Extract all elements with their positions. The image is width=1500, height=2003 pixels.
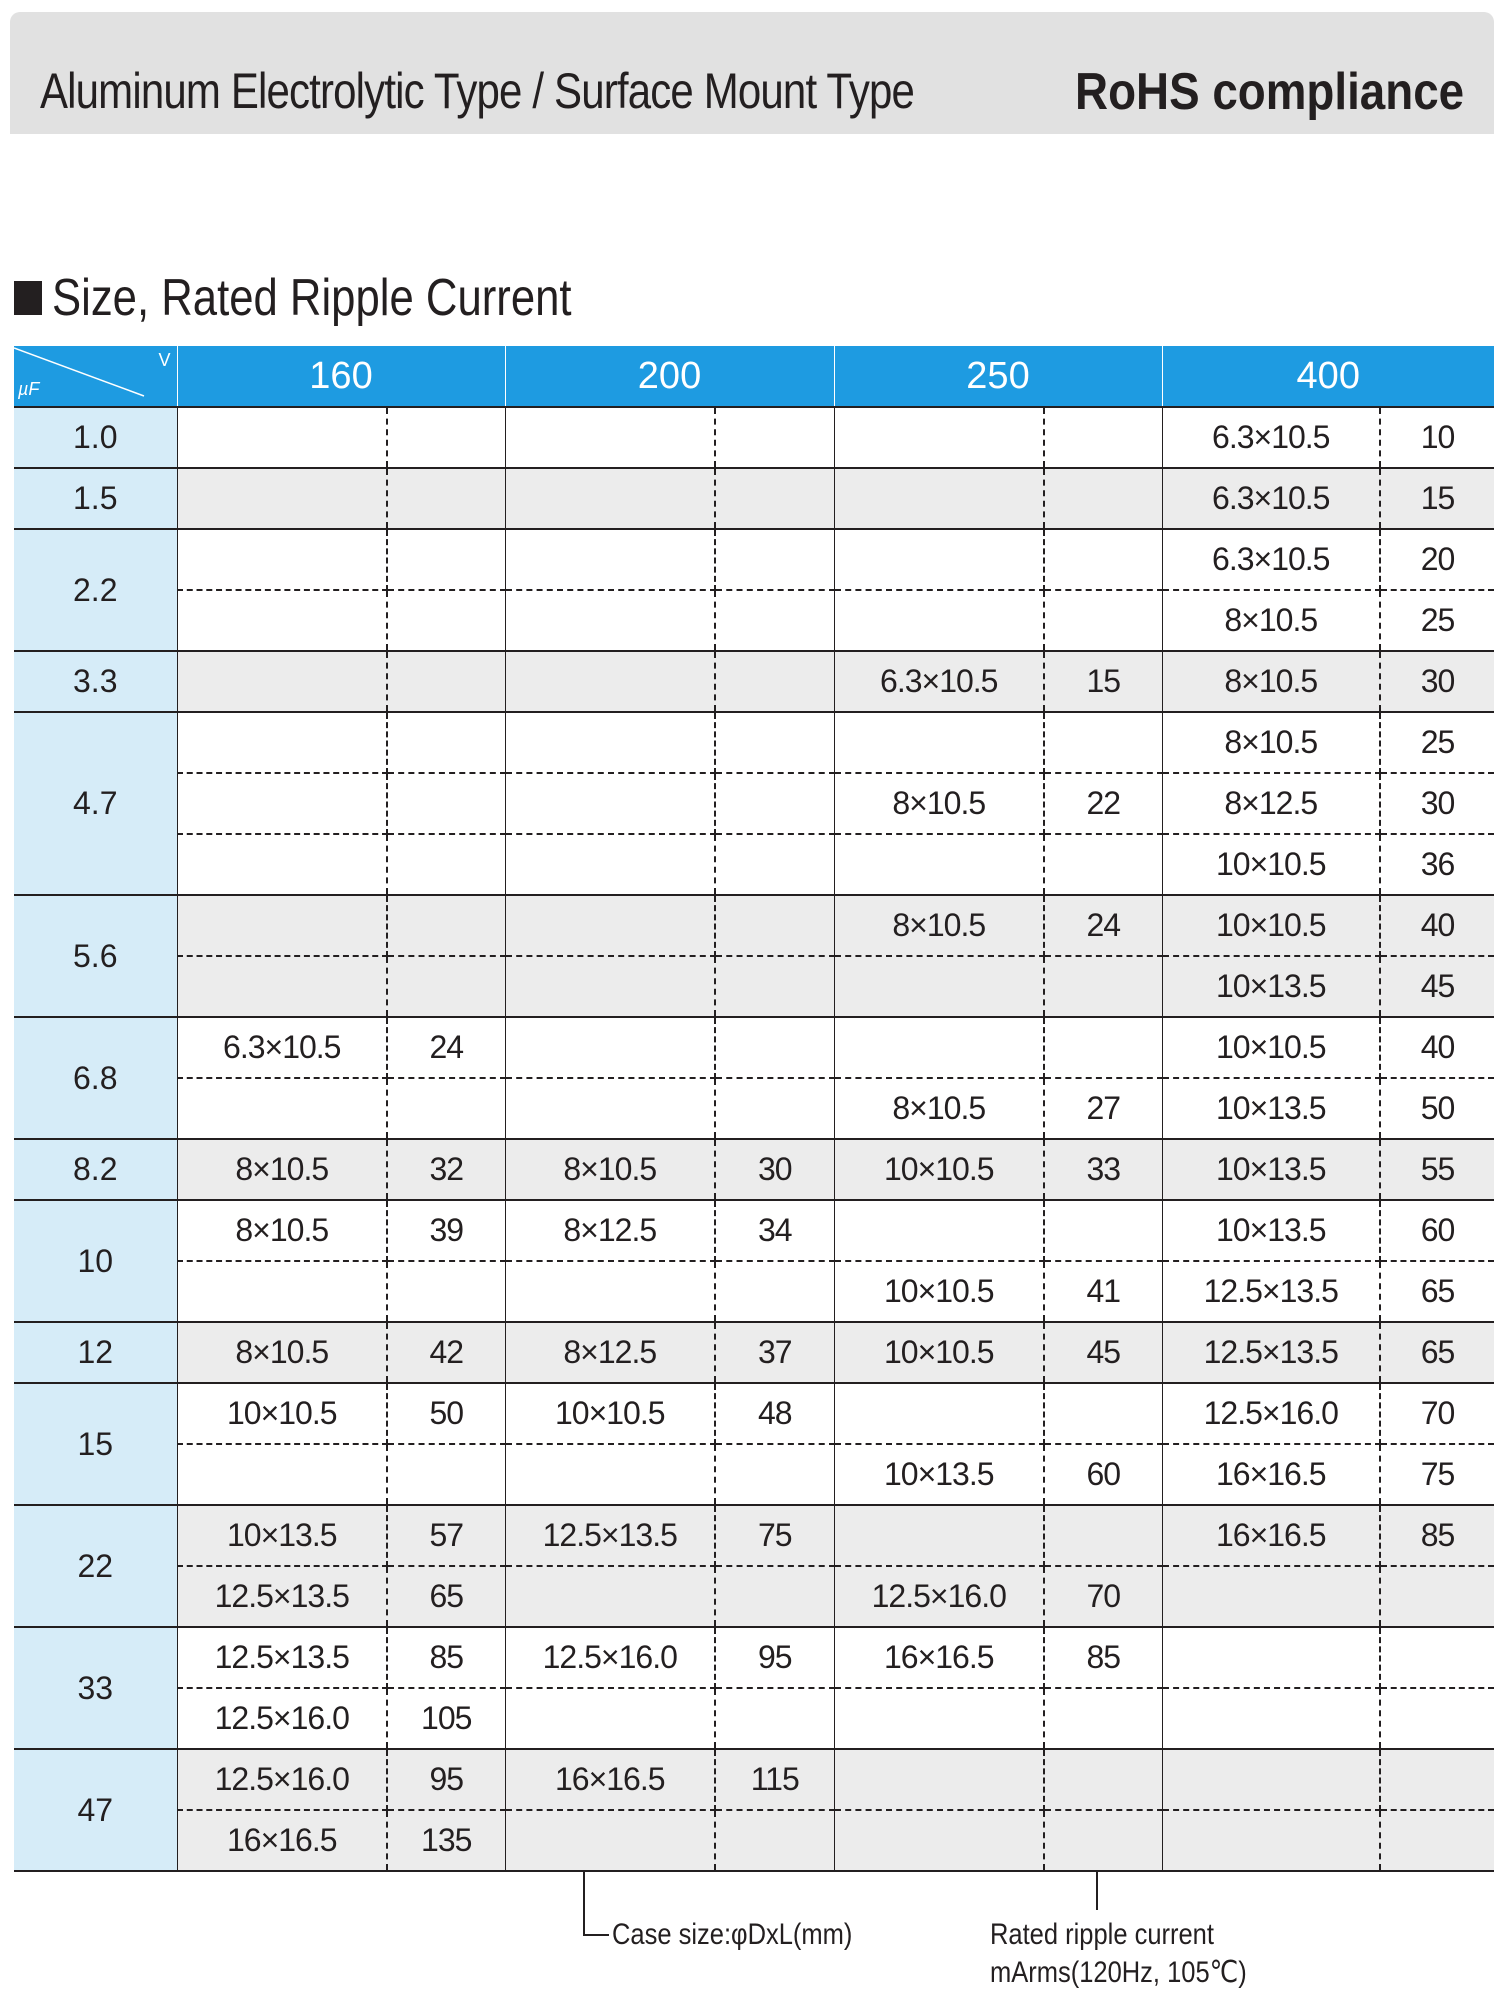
case-size-cell: 12.5×16.0 (1162, 1383, 1380, 1444)
ripple-note-line1: Rated ripple current (990, 1918, 1214, 1951)
case-size-cell: 8×10.5 (834, 773, 1044, 834)
case-size-cell: 12.5×13.5 (1162, 1322, 1380, 1383)
ripple-current-cell (715, 590, 834, 651)
ripple-current-cell: 20 (1380, 529, 1494, 590)
ripple-current-cell: 60 (1380, 1200, 1494, 1261)
case-size-cell (505, 468, 715, 529)
ripple-current-cell (1044, 1505, 1162, 1566)
capacitance-cell: 12 (14, 1322, 177, 1383)
ripple-current-cell: 37 (715, 1322, 834, 1383)
ripple-current-cell (387, 956, 505, 1017)
case-size-cell (834, 468, 1044, 529)
case-size-cell (1162, 1627, 1380, 1688)
case-size-cell (1162, 1810, 1380, 1871)
ripple-current-cell: 39 (387, 1200, 505, 1261)
case-size-cell (1162, 1566, 1380, 1627)
case-size-cell (505, 529, 715, 590)
case-size-cell (177, 1078, 387, 1139)
case-size-cell: 8×10.5 (1162, 590, 1380, 651)
ripple-current-cell: 10 (1380, 407, 1494, 468)
case-size-cell (834, 1383, 1044, 1444)
case-size-cell: 8×12.5 (1162, 773, 1380, 834)
ripple-current-cell (1044, 590, 1162, 651)
case-size-cell (505, 1444, 715, 1505)
case-size-cell: 12.5×16.0 (505, 1627, 715, 1688)
ripple-current-cell: 40 (1380, 895, 1494, 956)
case-size-cell: 8×12.5 (505, 1200, 715, 1261)
ripple-current-cell (715, 1078, 834, 1139)
ripple-current-cell (387, 407, 505, 468)
table-row (14, 1505, 1494, 1566)
case-size-cell (834, 1505, 1044, 1566)
rohs-badge: RoHS compliance (1074, 63, 1464, 121)
ripple-current-cell: 40 (1380, 1017, 1494, 1078)
ripple-current-cell (387, 468, 505, 529)
ripple-current-cell: 50 (1380, 1078, 1494, 1139)
ripple-current-cell (1380, 1749, 1494, 1810)
capacitance-cell: 47 (14, 1749, 177, 1871)
capacitance-cell: 2.2 (14, 529, 177, 651)
ripple-current-cell (1044, 529, 1162, 590)
case-size-cell (834, 834, 1044, 895)
case-size-cell: 16×16.5 (1162, 1444, 1380, 1505)
case-size-cell: 8×10.5 (834, 1078, 1044, 1139)
table-row (14, 956, 1494, 1017)
table-row (14, 1749, 1494, 1810)
ripple-current-cell: 85 (1044, 1627, 1162, 1688)
case-size-cell (1162, 1749, 1380, 1810)
bullet-square-icon (14, 281, 42, 315)
capacitance-cell: 5.6 (14, 895, 177, 1017)
ripple-current-cell: 95 (387, 1749, 505, 1810)
case-size-cell (834, 1688, 1044, 1749)
case-size-cell: 8×10.5 (505, 1139, 715, 1200)
table-row (14, 1200, 1494, 1261)
ripple-current-cell: 41 (1044, 1261, 1162, 1322)
case-size-cell: 12.5×13.5 (505, 1505, 715, 1566)
case-size-cell (177, 956, 387, 1017)
case-size-cell: 6.3×10.5 (834, 651, 1044, 712)
ripple-current-cell: 70 (1380, 1383, 1494, 1444)
table-row (14, 1688, 1494, 1749)
ripple-current-cell (1380, 1566, 1494, 1627)
ripple-current-cell (1044, 1749, 1162, 1810)
ripple-current-cell (1044, 712, 1162, 773)
case-size-cell: 12.5×13.5 (1162, 1261, 1380, 1322)
case-size-cell (177, 712, 387, 773)
voltage-header-200: 200 (505, 346, 834, 407)
ripple-current-cell (387, 834, 505, 895)
ripple-current-cell: 105 (387, 1688, 505, 1749)
case-size-cell: 10×10.5 (834, 1261, 1044, 1322)
ripple-current-cell (387, 773, 505, 834)
case-size-cell: 12.5×16.0 (177, 1749, 387, 1810)
case-size-cell: 12.5×16.0 (834, 1566, 1044, 1627)
ripple-current-cell (715, 1017, 834, 1078)
case-size-leader-line (583, 1870, 585, 1936)
case-size-cell (505, 1261, 715, 1322)
ripple-current-cell (387, 1078, 505, 1139)
voltage-header-250: 250 (834, 346, 1162, 407)
case-size-cell: 6.3×10.5 (1162, 468, 1380, 529)
case-size-cell (177, 651, 387, 712)
case-size-cell (834, 1749, 1044, 1810)
case-size-cell (834, 590, 1044, 651)
ripple-current-cell (1044, 1688, 1162, 1749)
ripple-current-cell: 65 (387, 1566, 505, 1627)
ripple-current-cell: 45 (1044, 1322, 1162, 1383)
case-size-cell: 10×13.5 (1162, 1139, 1380, 1200)
ripple-current-cell: 65 (1380, 1261, 1494, 1322)
ripple-current-cell: 45 (1380, 956, 1494, 1017)
ripple-current-cell (387, 1444, 505, 1505)
ripple-current-cell: 75 (1380, 1444, 1494, 1505)
capacitance-cell: 3.3 (14, 651, 177, 712)
ripple-current-cell: 57 (387, 1505, 505, 1566)
table-row (14, 773, 1494, 834)
capacitance-cell: 33 (14, 1627, 177, 1749)
case-size-cell (177, 1261, 387, 1322)
ripple-current-cell (715, 1444, 834, 1505)
ripple-current-cell (715, 712, 834, 773)
table-row (14, 529, 1494, 590)
case-size-cell (505, 1688, 715, 1749)
table-row (14, 712, 1494, 773)
page-header (10, 12, 1494, 134)
case-size-cell: 12.5×16.0 (177, 1688, 387, 1749)
table-corner-header (14, 346, 177, 407)
ripple-current-table (14, 346, 1494, 1872)
case-size-cell (834, 1017, 1044, 1078)
case-size-cell: 16×16.5 (834, 1627, 1044, 1688)
ripple-current-cell (1380, 1810, 1494, 1871)
case-size-cell (834, 407, 1044, 468)
ripple-current-cell: 25 (1380, 712, 1494, 773)
ripple-current-cell (715, 1688, 834, 1749)
ripple-current-cell (1044, 1383, 1162, 1444)
ripple-current-cell (715, 529, 834, 590)
case-size-cell (177, 773, 387, 834)
case-size-cell (505, 712, 715, 773)
ripple-current-cell: 22 (1044, 773, 1162, 834)
case-size-cell (834, 712, 1044, 773)
ripple-current-cell: 25 (1380, 590, 1494, 651)
ripple-current-cell: 85 (387, 1627, 505, 1688)
case-size-cell: 10×10.5 (834, 1322, 1044, 1383)
capacitance-cell: 1.0 (14, 407, 177, 468)
ripple-current-cell: 15 (1380, 468, 1494, 529)
case-size-cell: 10×13.5 (1162, 1078, 1380, 1139)
table-row (14, 1810, 1494, 1871)
table-row (14, 590, 1494, 651)
case-size-cell: 10×10.5 (505, 1383, 715, 1444)
case-size-cell: 8×10.5 (177, 1200, 387, 1261)
case-size-cell: 10×13.5 (1162, 1200, 1380, 1261)
ripple-current-cell (387, 1261, 505, 1322)
case-size-cell: 6.3×10.5 (1162, 529, 1380, 590)
ripple-current-cell: 34 (715, 1200, 834, 1261)
case-size-note: Case size:φDxL(mm) (612, 1918, 853, 1951)
case-size-cell: 8×12.5 (505, 1322, 715, 1383)
table-row (14, 1017, 1494, 1078)
case-size-cell: 8×10.5 (1162, 651, 1380, 712)
table-row (14, 1261, 1494, 1322)
capacitance-cell: 15 (14, 1383, 177, 1505)
table-row (14, 1078, 1494, 1139)
capacitance-cell: 8.2 (14, 1139, 177, 1200)
ripple-current-cell (387, 651, 505, 712)
ripple-current-cell (715, 956, 834, 1017)
table-row (14, 1322, 1494, 1383)
case-size-cell: 10×10.5 (1162, 834, 1380, 895)
capacitance-cell: 22 (14, 1505, 177, 1627)
ripple-current-cell (715, 773, 834, 834)
case-size-cell (505, 590, 715, 651)
case-size-cell: 10×10.5 (1162, 895, 1380, 956)
ripple-current-cell: 30 (1380, 773, 1494, 834)
case-size-leader-foot (583, 1934, 609, 1936)
ripple-current-cell (715, 1810, 834, 1871)
ripple-current-cell: 36 (1380, 834, 1494, 895)
ripple-current-cell: 75 (715, 1505, 834, 1566)
ripple-current-cell: 32 (387, 1139, 505, 1200)
section-heading (14, 268, 671, 328)
case-size-cell (177, 895, 387, 956)
voltage-axis-label: V (158, 350, 171, 370)
ripple-current-cell: 24 (1044, 895, 1162, 956)
ripple-current-cell: 55 (1380, 1139, 1494, 1200)
capacitance-cell: 6.8 (14, 1017, 177, 1139)
case-size-cell: 8×10.5 (1162, 712, 1380, 773)
case-size-cell: 10×10.5 (1162, 1017, 1380, 1078)
ripple-current-cell: 30 (1380, 651, 1494, 712)
ripple-current-cell (1044, 1017, 1162, 1078)
case-size-cell (177, 468, 387, 529)
case-size-cell (505, 1810, 715, 1871)
ripple-current-cell (1044, 1810, 1162, 1871)
case-size-cell (505, 895, 715, 956)
table-row (14, 895, 1494, 956)
ripple-current-cell: 48 (715, 1383, 834, 1444)
page-title: Aluminum Electrolytic Type / Surface Mount Type (40, 63, 915, 119)
case-size-cell: 16×16.5 (505, 1749, 715, 1810)
ripple-current-cell (715, 895, 834, 956)
case-size-cell (505, 834, 715, 895)
ripple-current-cell (715, 1566, 834, 1627)
ripple-current-cell (387, 895, 505, 956)
ripple-current-cell: 15 (1044, 651, 1162, 712)
table-row (14, 1627, 1494, 1688)
case-size-cell (834, 956, 1044, 1017)
ripple-current-cell (387, 712, 505, 773)
case-size-cell (505, 1078, 715, 1139)
case-size-cell: 10×13.5 (834, 1444, 1044, 1505)
ripple-current-cell: 33 (1044, 1139, 1162, 1200)
case-size-cell (505, 956, 715, 1017)
case-size-cell (834, 1810, 1044, 1871)
case-size-cell (177, 529, 387, 590)
ripple-current-cell (1380, 1688, 1494, 1749)
case-size-cell: 10×13.5 (1162, 956, 1380, 1017)
ripple-current-cell: 24 (387, 1017, 505, 1078)
case-size-cell (505, 651, 715, 712)
section-title: Size, Rated Ripple Current (52, 269, 572, 327)
ripple-current-cell: 85 (1380, 1505, 1494, 1566)
table-body (14, 407, 1494, 1871)
case-size-cell: 8×10.5 (177, 1139, 387, 1200)
case-size-cell (834, 529, 1044, 590)
ripple-current-cell (1380, 1627, 1494, 1688)
case-size-cell (505, 1566, 715, 1627)
case-size-cell: 16×16.5 (177, 1810, 387, 1871)
ripple-current-cell (1044, 956, 1162, 1017)
ripple-current-cell: 70 (1044, 1566, 1162, 1627)
table-row (14, 407, 1494, 468)
case-size-cell: 12.5×13.5 (177, 1627, 387, 1688)
capacitance-cell: 10 (14, 1200, 177, 1322)
case-size-cell (177, 1444, 387, 1505)
case-size-cell (505, 773, 715, 834)
case-size-cell: 6.3×10.5 (1162, 407, 1380, 468)
ripple-current-cell (387, 529, 505, 590)
ripple-current-cell (1044, 407, 1162, 468)
case-size-cell (177, 590, 387, 651)
case-size-cell (505, 407, 715, 468)
case-size-cell (834, 1200, 1044, 1261)
table-row (14, 834, 1494, 895)
capacitance-cell: 1.5 (14, 468, 177, 529)
ripple-current-cell: 65 (1380, 1322, 1494, 1383)
case-size-cell: 10×10.5 (834, 1139, 1044, 1200)
case-size-cell (177, 834, 387, 895)
ripple-leader-line (1096, 1870, 1098, 1910)
ripple-current-cell (715, 834, 834, 895)
ripple-current-cell (715, 651, 834, 712)
ripple-current-cell: 42 (387, 1322, 505, 1383)
ripple-current-cell (387, 590, 505, 651)
ripple-current-cell (715, 1261, 834, 1322)
voltage-header-160: 160 (177, 346, 505, 407)
ripple-current-cell: 60 (1044, 1444, 1162, 1505)
ripple-current-cell (1044, 468, 1162, 529)
case-size-cell: 6.3×10.5 (177, 1017, 387, 1078)
ripple-current-cell (1044, 1200, 1162, 1261)
table-row (14, 1383, 1494, 1444)
capacitance-axis-label: µF (18, 379, 40, 399)
case-size-cell: 12.5×13.5 (177, 1566, 387, 1627)
ripple-current-cell: 95 (715, 1627, 834, 1688)
ripple-note-line2: mArms(120Hz, 105℃) (990, 1956, 1247, 1989)
ripple-current-cell: 50 (387, 1383, 505, 1444)
table-row (14, 1566, 1494, 1627)
ripple-current-cell (1044, 834, 1162, 895)
case-size-cell (177, 407, 387, 468)
case-size-cell: 10×13.5 (177, 1505, 387, 1566)
case-size-cell: 16×16.5 (1162, 1505, 1380, 1566)
case-size-cell: 8×10.5 (177, 1322, 387, 1383)
ripple-current-cell: 27 (1044, 1078, 1162, 1139)
case-size-cell: 8×10.5 (834, 895, 1044, 956)
ripple-current-cell: 30 (715, 1139, 834, 1200)
case-size-cell (1162, 1688, 1380, 1749)
case-size-cell: 10×10.5 (177, 1383, 387, 1444)
ripple-current-cell: 115 (715, 1749, 834, 1810)
case-size-cell (505, 1017, 715, 1078)
ripple-current-cell (715, 407, 834, 468)
ripple-current-cell: 135 (387, 1810, 505, 1871)
voltage-header-400: 400 (1162, 346, 1494, 407)
table-row (14, 651, 1494, 712)
table-row (14, 468, 1494, 529)
ripple-current-cell (715, 468, 834, 529)
table-row (14, 1139, 1494, 1200)
capacitance-cell: 4.7 (14, 712, 177, 895)
table-row (14, 1444, 1494, 1505)
